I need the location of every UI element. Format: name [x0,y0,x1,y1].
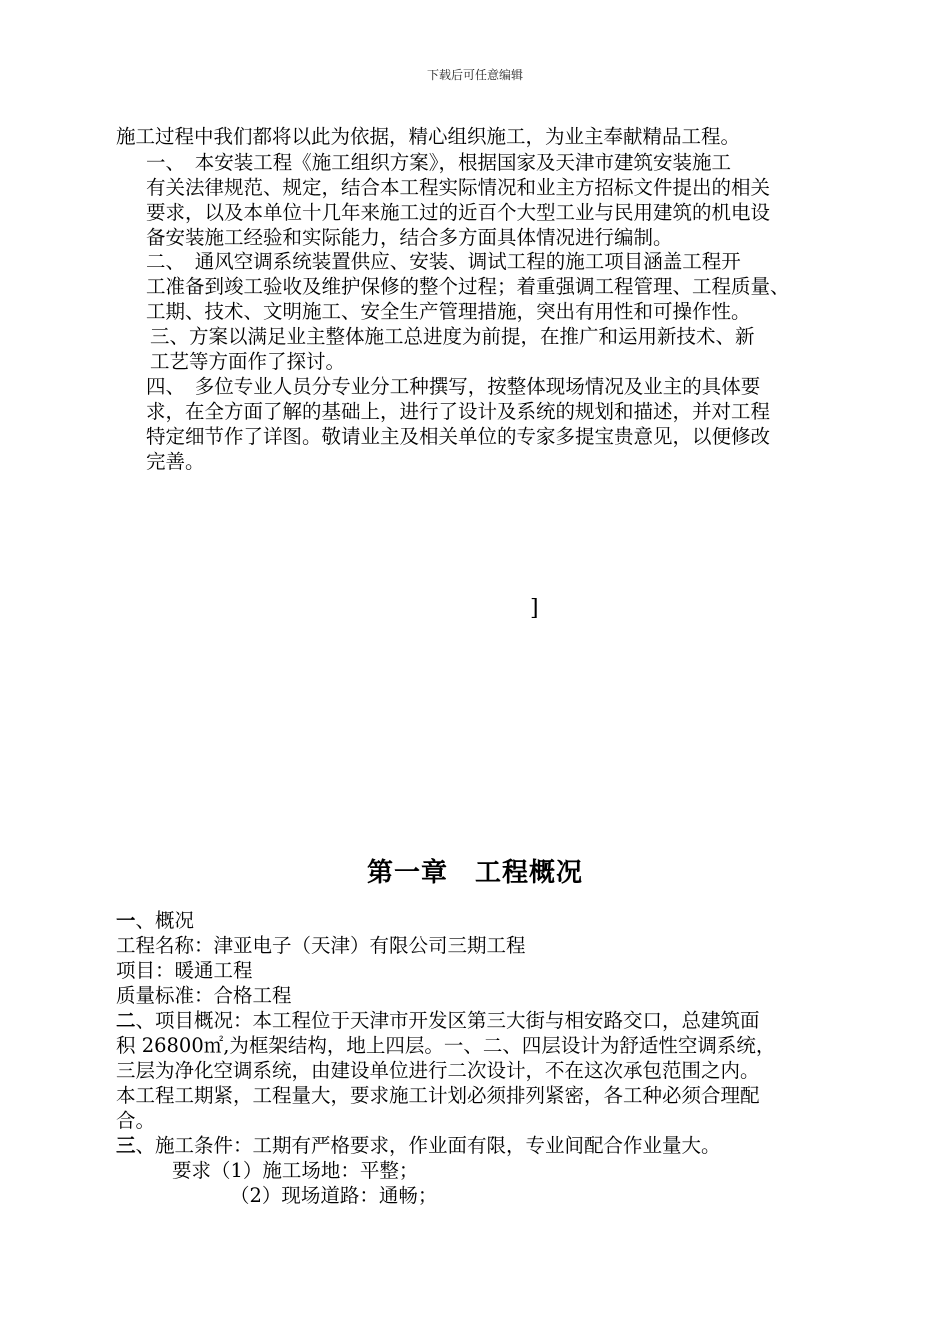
intro-line: 施工过程中我们都将以此为依据，精心组织施工，为业主奉献精品工程。 [116,125,741,148]
text-line: 四、 多位专业人员分专业分工种撰写，按整体现场情况及业主的具体要 [146,375,761,398]
text-line: 完善。 [146,450,205,473]
intro-item-1 [146,150,770,250]
header-note: 下载后可任意编辑 [426,68,523,82]
quality-standard: 质量标准：合格工程 [116,984,292,1007]
section-heading-3: 三、施工条件：工期有严格要求，作业面有限，专业间配合作业量大。 [116,1134,721,1157]
project-item: 项目：暖通工程 [116,959,253,982]
text-line: 一、 本安装工程《施工组织方案》，根据国家及天津市建筑安装施工 [146,151,732,174]
overview-section [116,908,775,1208]
section-2-line: 二、项目概况：本工程位于天津市开发区第三大街与相安路交口，总建筑面 [116,1009,760,1032]
text-line: 三、方案以满足业主整体施工总进度为前提，在推广和运用新技术、新 [150,325,755,348]
text-line: 备安装施工经验和实际能力，结合多方面具体情况进行编制。 [146,226,673,249]
intro-item-2 [146,249,790,324]
text-line: 工艺等方面作了探讨。 [150,350,346,373]
section-2-line: 合。 [116,1109,156,1132]
stray-bracket: ] [530,596,539,621]
text-line: 二、 通风空调系统装置供应、安装、调试工程的施工项目涵盖工程开 [146,250,741,273]
section-2-line: 积 26800㎡,为框架结构，地上四层。一、二、四层设计为舒适性空调系统， [116,1034,776,1057]
section-2-line: 三层为净化空调系统，由建设单位进行二次设计，不在这次承包范围之内。 [116,1059,760,1082]
text-line: 有关法律规范、规定，结合本工程实际情况和业主方招标文件提出的相关 [146,176,771,199]
project-name: 工程名称：津亚电子（天津）有限公司三期工程 [116,934,526,957]
text-line: 求，在全方面了解的基础上，进行了设计及系统的规划和描述，并对工程 [146,400,771,423]
text-line: 工期、技术、文明施工、安全生产管理措施，突出有用性和可操作性。 [146,300,751,323]
text-line: 要求，以及本单位十几年来施工过的近百个大型工业与民用建筑的机电设 [146,201,771,224]
intro-item-4 [146,374,770,474]
section-heading-1: 一、概况 [116,909,195,932]
requirement-1: 要求（1）施工场地：平整； [172,1159,419,1182]
chapter-title: 第一章 工程概况 [366,858,583,888]
section-2-line: 本工程工期紧，工程量大，要求施工计划必须排列紧密，各工种必须合理配 [116,1084,760,1107]
intro-item-3 [150,324,755,374]
text-line: 工准备到竣工验收及维护保修的整个过程；着重强调工程管理、工程质量、 [146,275,790,298]
requirement-2: （2）现场道路：通畅； [230,1184,438,1207]
text-line: 特定细节作了详图。敬请业主及相关单位的专家多提宝贵意见，以便修改 [146,425,771,448]
